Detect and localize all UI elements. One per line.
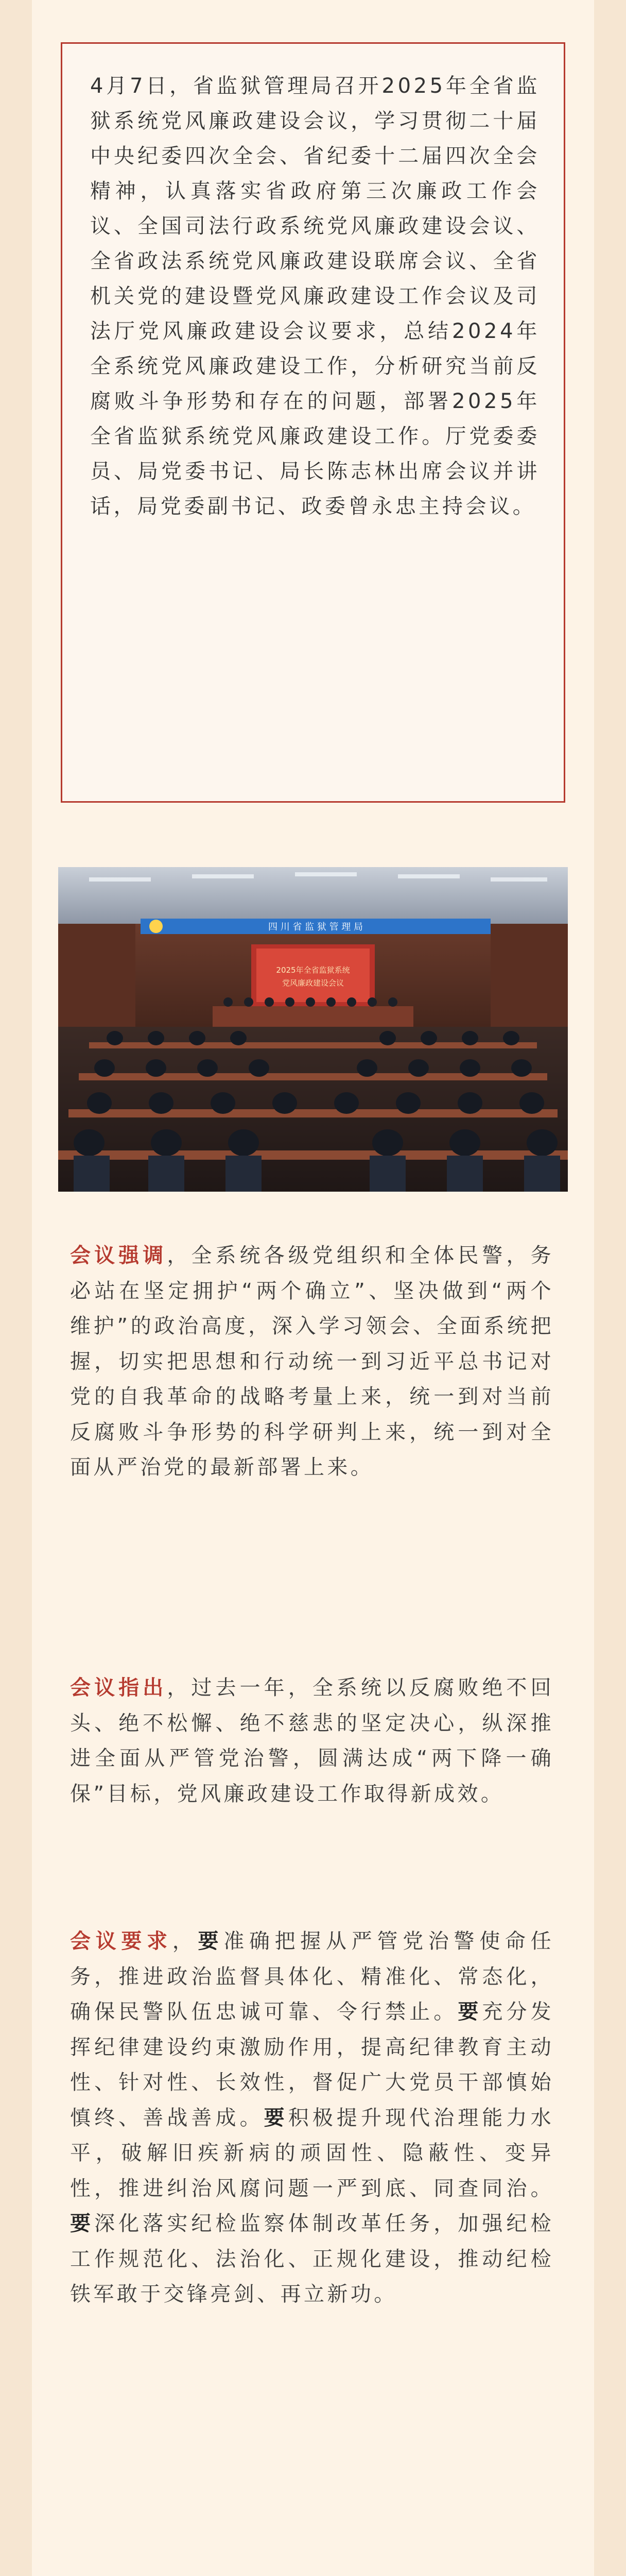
paragraph-text: ，全系统各级党组织和全体民警，务必站在坚定拥护“两个确立”、坚决做到“两个维护”的政治高度，深入学习领会、全面系统把握，切实把思想和行动统一到习近平总书记对党的自我革命的战略考量上来，统一到对当前反腐败斗争形势的科学研判上来，统一到对全面从严治党的最新部署上来。 (70, 1244, 554, 1479)
photo-banner-text: 四 川 省 监 狱 管 理 局 (268, 922, 363, 933)
paragraph-separator: ， (172, 1929, 198, 1953)
photo-screen-line1: 2025年全省监狱系统 (276, 965, 350, 975)
photo-screen-line2: 党风廉政建设会议 (282, 978, 344, 988)
paragraph-body (70, 1924, 554, 2312)
paragraph-meeting-required (70, 1924, 554, 2312)
intro-paragraph: 4月7日，省监狱管理局召开2025年全省监狱系统党风廉政建设会议，学习贯彻二十届中央纪委四次全会、省纪委十二届四次全会精神，认真落实省政府第三次廉政工作会议、全国司法行政系统党风廉政建设会议、全省政法系统党风廉政建设联席会议、全省机关党的建设暨党风廉政建设工作会议及司法厅党风廉政建设会议要求，总结2024年全系统党风廉政建设工作，分析研究当前反腐败斗争形势和存在的问题，部署2025年全省监狱系统党风廉政建设工作。厅党委委员、局党委书记、局长陈志林出席会议并讲话，局党委副书记、政委曾永忠主持会议。 (90, 74, 540, 518)
paragraph-meeting-pointed-out (70, 1670, 554, 1811)
paragraph-meeting-emphasized (70, 1238, 554, 1485)
requirement-text: 充分发挥纪律建设约束激励作用，提高纪律教育主动性、针对性、长效性，督促广大党员干部慎始慎终、善战善成。 (70, 2000, 554, 2130)
intro-box (61, 42, 565, 803)
meeting-photo (58, 867, 568, 1192)
requirement-text: 准确把握从严管党治警使命任务，推进政治监督具体化、精准化、常态化，确保民警队伍忠诚可靠、令行禁止。 (70, 1929, 554, 2024)
requirement-text: 深化落实纪检监察体制改革任务，加强纪检工作规范化、法治化、正规化建设，推动纪检铁军敢于交锋亮剑、再立新功。 (70, 2212, 554, 2306)
requirement-marker: 要 (70, 2212, 95, 2235)
requirement-marker: 要 (458, 2000, 482, 2024)
requirement-marker: 要 (198, 1929, 224, 1953)
requirement-marker: 要 (264, 2106, 288, 2130)
paragraph-text: ，过去一年，全系统以反腐败绝不回头、绝不松懈、绝不慈悲的坚定决心，纵深推进全面从严管党治警，圆满达成“两下降一确保”目标，党风廉政建设工作取得新成效。 (70, 1676, 554, 1806)
paragraph-lead: 会议强调 (70, 1244, 167, 1267)
paragraph-body (70, 1238, 554, 1485)
requirement-text: 积极提升现代治理能力水平，破解旧疾新病的顽固性、隐蔽性、变异性，推进纠治风腐问题一严到底、同查同治。 (70, 2106, 554, 2200)
paragraph-lead: 会议指出 (70, 1676, 167, 1700)
paragraph-lead: 会议要求 (70, 1929, 172, 1953)
paragraph-body (70, 1670, 554, 1811)
